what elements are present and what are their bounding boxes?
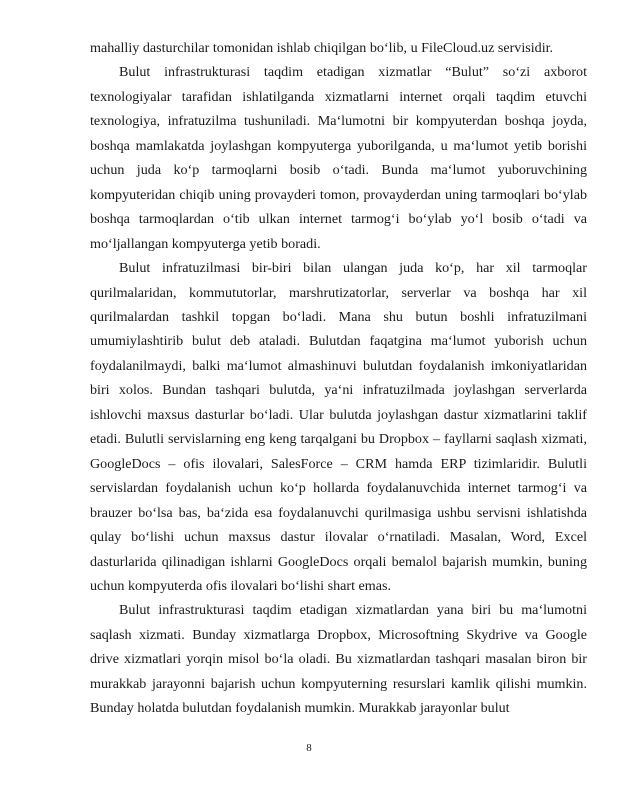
- body-text: [90, 36, 587, 721]
- paragraph-cloud-infrastructure: Bulut infratuzilmasi bir-biri bilan ulangan juda ko‘p, har xil tarmoqlar qurilmalaridan, kommututorlar, marshrutizatorlar, serverlar va boshqa har xil qurilmalardan tashkil topgan bo‘ladi. Mana shu butun boshli infratuzilmani umumiylashtirib bulut deb ataladi. Bulutdan faqatgina ma‘lumot yuborish uchun foydalanilmaydi, balki ma‘lumot almashinuvi bulutdan foydalanish imkoniyatlaridan biri xolos. Bundan tashqari bulutda, ya‘ni infratuzilmada joylashgan serverlarda ishlovchi maxsus dasturlar bo‘ladi. Ular bulutda joylashgan dastur xizmatlarini taklif etadi. Bulutli servislarning eng keng tarqalgani bu Dropbox – fayllarni saqlash xizmati, GoogleDocs – ofis ilovalari, SalesForce – CRM hamda ERP tizimlaridir. Bulutli servislardan foydalanish uchun ko‘p hollarda foydalanuvchida internet tarmog‘i va brauzer bo‘lsa bas, ba‘zida esa foydalanuvchi qurilmasiga ushbu servisni ishlatishda qulay bo‘lishi uchun maxsus dastur ilovalar o‘rnatiladi. Masalan, Word, Excel dasturlarida qilinadigan ishlarni GoogleDocs orqali bemalol bajarish mumkin, buning uchun kompyuterda ofis ilovalari bo‘lishi shart emas.: [90, 260, 587, 594]
- paragraph-data-storage: Bulut infrastrukturasi taqdim etadigan xizmatlardan yana biri bu ma‘lumotni saqlash xizmati. Bunday xizmatlarga Dropbox, Microsoftning Skydrive va Google drive xizmatlari yorqin misol bo‘la oladi. Bu xizmatlardan tashqari masalan biron bir murakkab jarayonni bajarish uchun kompyuterning resurslari kamlik qilishi mumkin. Bunday holatda bulutdan foydalanish mumkin. Murakkab jarayonlar bulut: [90, 602, 587, 717]
- page-number: 8: [306, 742, 312, 754]
- paragraph-continuation: mahalliy dasturchilar tomonidan ishlab chiqilgan bo‘lib, u FileCloud.uz servisidir.: [90, 40, 554, 56]
- paragraph-cloud-services: Bulut infrastrukturasi taqdim etadigan xizmatlar “Bulut” so‘zi axborot texnologiyalar tarafidan ishlatilganda xizmatlarni internet orqali taqdim etuvchi texnologiya, infratuzilma tushuniladi. Ma‘lumotni bir kompyuterdan boshqa joyda, boshqa mamlakatda joylashgan kompyuterga yuborilganda, u ma‘lumot yetib borishi uchun juda ko‘p tarmoqlarni bosib o‘tadi. Bunda ma‘lumot yuboruvchining kompyuteridan chiqib uning provayderi tomon, provayderdan uning tarmoqlari bo‘ylab boshqa tarmoqlardan o‘tib ulkan internet tarmog‘i bo‘ylab yo‘l bosib o‘tadi va mo‘ljallangan kompyuterga yetib boradi.: [90, 64, 587, 252]
